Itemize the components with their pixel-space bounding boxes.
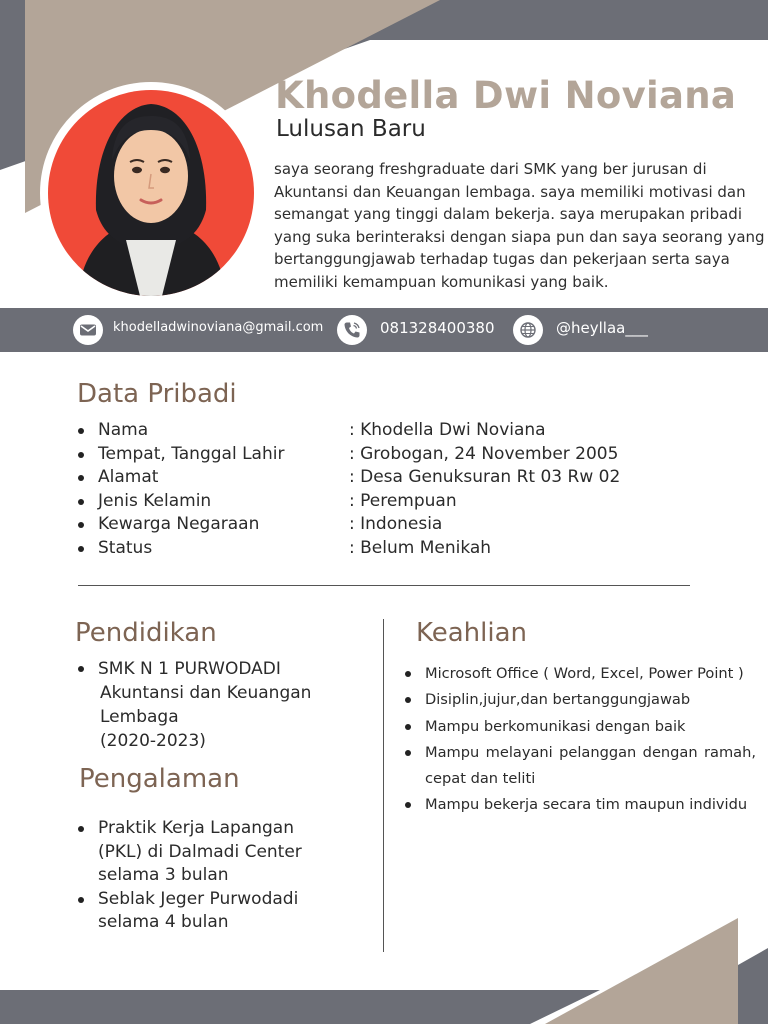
section-title-skills: Keahlian <box>416 618 528 648</box>
contact-social[interactable]: @heyllaa___ <box>556 319 648 337</box>
profile-photo-illustration <box>48 90 254 296</box>
education-list <box>77 657 377 753</box>
column-divider <box>383 619 384 952</box>
list-item: Praktik Kerja Lapangan (PKL) di Dalmadi Center selama 3 bulan <box>77 817 337 888</box>
field-value: : Desa Genuksuran Rt 03 Rw 02 <box>349 467 621 488</box>
list-item <box>77 419 677 443</box>
field-value: : Indonesia <box>349 514 443 535</box>
field-value: : Perempuan <box>349 490 457 511</box>
list-item: Mampu melayani pelanggan dengan ramah, cepat dan teliti <box>404 740 756 793</box>
field-label: Alamat <box>98 467 159 488</box>
phone-icon <box>337 315 367 345</box>
profile-subtitle: Lulusan Baru <box>276 116 426 142</box>
list-item: Microsoft Office ( Word, Excel, Power Point ) <box>404 661 756 687</box>
profile-about: saya seorang freshgraduate dari SMK yang ber jurusan di Akuntansi dan Keuangan lembaga. saya memiliki motivasi dan semangat yang tinggi dalam bekerja. saya merupakan pribadi yang suka berinteraksi dengan siapa pun dan saya seorang yang bertanggungjawab terhadap tugas dan pekerjaan serta saya memiliki kemampuan komunikasi yang baik. <box>274 160 765 291</box>
field-value: : Belum Menikah <box>349 537 492 558</box>
field-label: Nama <box>98 420 149 440</box>
profile-photo <box>48 90 254 296</box>
section-divider <box>78 585 690 586</box>
section-title-personal: Data Pribadi <box>77 379 237 409</box>
field-value: : Grobogan, 24 November 2005 <box>349 443 619 464</box>
field-label: Jenis Kelamin <box>98 490 212 511</box>
list-item <box>77 490 677 514</box>
list-item: Mampu bekerja secara tim maupun individu <box>404 792 756 818</box>
personal-data-list <box>77 419 677 561</box>
section-title-education: Pendidikan <box>75 618 217 648</box>
education-school: SMK N 1 PURWODADI <box>98 659 281 679</box>
bottom-right-dark <box>738 948 768 1024</box>
skills-list <box>404 661 756 819</box>
list-item <box>77 443 677 467</box>
list-item <box>77 513 677 537</box>
education-years: (2020-2023) <box>100 731 206 751</box>
list-item: Mampu berkomunikasi dengan baik <box>404 714 756 740</box>
list-item: Disiplin,jujur,dan bertanggungjawab <box>404 687 756 713</box>
bottom-dark-band <box>0 990 600 1024</box>
section-title-experience: Pengalaman <box>79 764 240 794</box>
profile-photo-frame <box>40 82 262 304</box>
list-item <box>77 537 677 561</box>
bottom-beige-triangle <box>545 918 738 1024</box>
field-value: : Khodella Dwi Noviana <box>349 420 546 440</box>
globe-icon <box>513 315 543 345</box>
profile-name: Khodella Dwi Noviana <box>275 74 737 117</box>
field-label: Kewarga Negaraan <box>98 514 260 535</box>
contact-bar <box>0 308 768 352</box>
list-item: Seblak Jeger Purwodadi selama 4 bulan <box>77 888 337 935</box>
list-item <box>77 466 677 490</box>
contact-email[interactable]: khodelladwinoviana@gmail.com <box>113 320 324 335</box>
field-label: Status <box>98 537 153 558</box>
envelope-icon <box>73 315 103 345</box>
experience-list <box>77 817 337 935</box>
contact-phone[interactable]: 081328400380 <box>380 319 495 337</box>
list-item <box>77 657 377 753</box>
field-label: Tempat, Tanggal Lahir <box>98 443 285 464</box>
education-major: Akuntansi dan Keuangan Lembaga <box>100 683 312 727</box>
